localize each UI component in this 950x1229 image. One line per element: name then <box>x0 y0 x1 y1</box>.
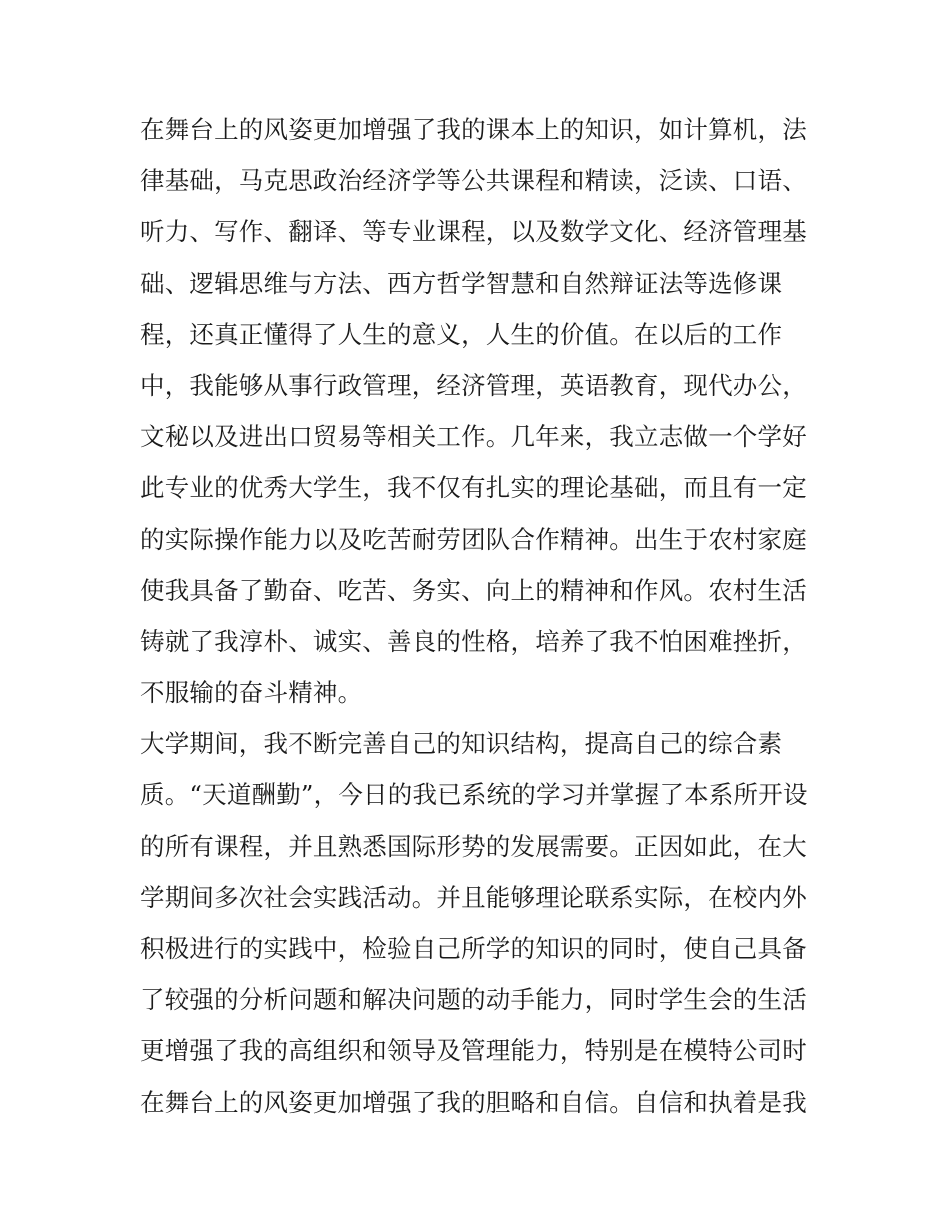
text-line: 听力、写作、翻译、等专业课程，以及数学文化、经济管理基 <box>140 217 807 247</box>
text-line: 此专业的优秀大学生，我不仅有扎实的理论基础，而且有一定 <box>140 473 807 503</box>
text-line: 学期间多次社会实践活动。并且能够理论联系实际，在校内外 <box>140 882 807 912</box>
text-line: 程，还真正懂得了人生的意义，人生的价值。在以后的工作 <box>140 319 783 349</box>
text-line: 在舞台上的风姿更加增强了我的课本上的知识，如计算机，法 <box>140 115 807 144</box>
text-line: 础、逻辑思维与方法、西方哲学智慧和自然辩证法等选修课 <box>140 268 783 298</box>
text-line: 积极进行的实践中，检验自己所学的知识的同时，使自己具备 <box>140 934 807 963</box>
text-line: 使我具备了勤奋、吃苦、务实、向上的精神和作风。农村生活 <box>140 575 807 605</box>
text-line: 大学期间，我不断完善自己的知识结构，提高自己的综合素 <box>140 729 783 759</box>
text-line: 更增强了我的高组织和领导及管理能力，特别是在模特公司时 <box>140 1036 807 1066</box>
paragraph-1 <box>140 111 820 725</box>
text-line: 质。“天道酬勤”，今日的我已系统的学习并掌握了本系所开设 <box>140 780 808 810</box>
text-line: 了较强的分析问题和解决问题的动手能力，同时学生会的生活 <box>140 985 807 1015</box>
text-line: 不服输的奋斗精神。 <box>140 678 363 708</box>
text-line: 铸就了我淳朴、诚实、善良的性格，培养了我不怕困难挫折， <box>140 626 807 656</box>
body-text <box>140 111 820 1135</box>
text-line: 在舞台上的风姿更加增强了我的胆略和自信。自信和执着是我 <box>140 1087 807 1117</box>
text-line: 的所有课程，并且熟悉国际形势的发展需要。正因如此，在大 <box>140 831 807 861</box>
text-line: 中，我能够从事行政管理，经济管理，英语教育，现代办公， <box>140 370 807 400</box>
text-line: 律基础，马克思政治经济学等公共课程和精读，泛读、口语、 <box>140 166 807 196</box>
paragraph-2 <box>140 725 820 1135</box>
text-line: 文秘以及进出口贸易等相关工作。几年来，我立志做一个学好 <box>140 422 807 452</box>
text-line: 的实际操作能力以及吃苦耐劳团队合作精神。出生于农村家庭 <box>140 524 807 554</box>
